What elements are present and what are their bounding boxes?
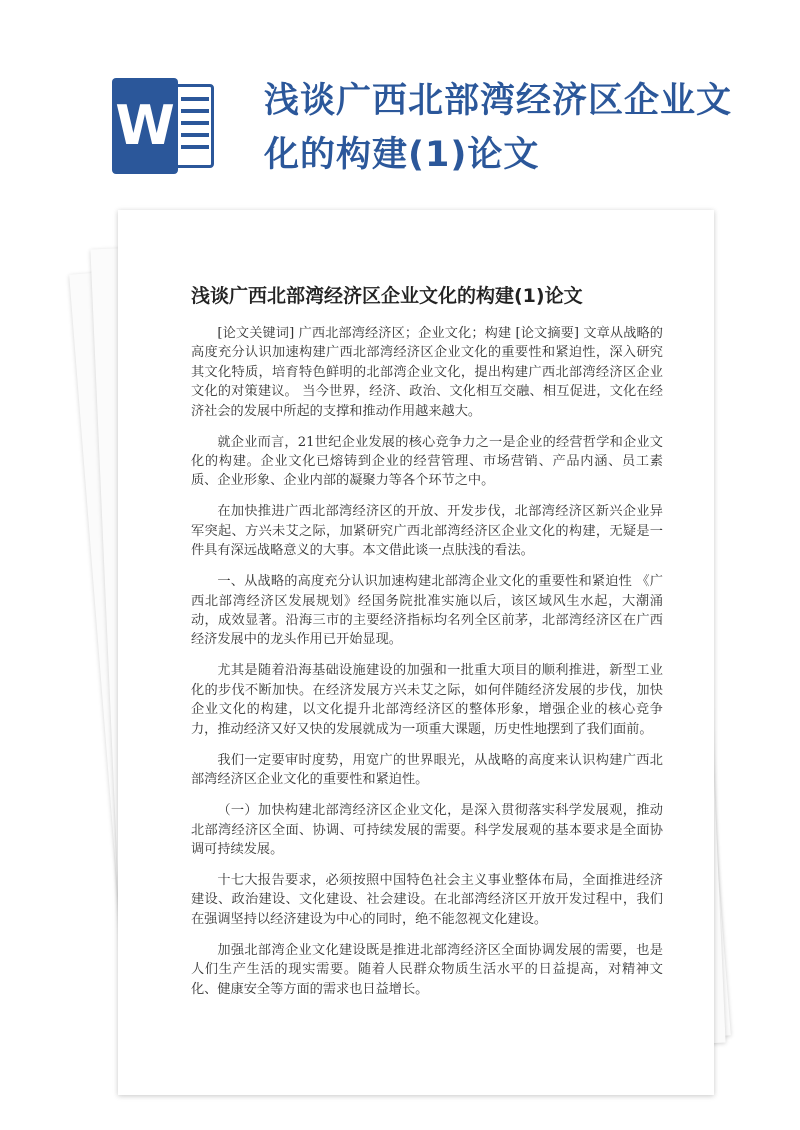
paragraph: 尤其是随着沿海基础设施建设的加强和一批重大项目的顺利推进，新型工业化的步伐不断加快。在经济发展方兴未艾之际，如何伴随经济发展的步伐，加快企业文化的构建，以文化提升北部湾经济区的整体形象，增强企业的核心竞争力，推动经济又好又快的发展就成为一项重大课题，历史性地摆到了我们面前。 xyxy=(191,663,663,737)
paragraph: （一）加快构建北部湾经济区企业文化，是深入贯彻落实科学发展观，推动北部湾经济区全面、协调、可持续发展的需要。科学发展观的基本要求是全面协调可持续发展。 xyxy=(191,803,663,857)
document-title: 浅谈广西北部湾经济区企业文化的构建(1)论文 xyxy=(191,285,583,307)
paragraph: 加强北部湾企业文化建设既是推进北部湾经济区全面协调发展的需要，也是人们生产生活的现实需要。随着人民群众物质生活水平的日益提高，对精神文化、健康安全等方面的需求也日益增长。 xyxy=(191,942,663,997)
paragraph: 就企业而言，21世纪企业发展的核心竞争力之一是企业的经营哲学和企业文化的构建。企业文化已熔铸到企业的经营管理、市场营销、产品内涵、员工素质、企业形象、企业内部的凝聚力等各个环节之中。 xyxy=(191,434,663,489)
paragraph: 在加快推进广西北部湾经济区的开放、开发步伐，北部湾经济区新兴企业异军突起、方兴未艾之际，加紧研究广西北部湾经济区企业文化的构建，无疑是一件具有深远战略意义的大事。本文借此谈一点肤浅的看法。 xyxy=(191,504,663,559)
page-title: 浅谈广西北部湾经济区企业文化的构建(1)论文 xyxy=(264,81,733,175)
word-app-icon xyxy=(112,78,222,174)
paragraph: [论文关键词] 广西北部湾经济区；企业文化；构建 [论文摘要] 文章从战略的高度充分认识加速构建广西北部湾经济区企业文化的重要性和紧迫性，深入研究其文化特质，培育特色鲜明的北部湾企业文化，提出构建广西北部湾经济区企业文化的对策建议。 当今世界，经济、政治、文化相互交融、相互促进，文化在经济社会的发展中所起的支撑和推动作用越来越大。 xyxy=(191,326,663,419)
paragraph: 一、从战略的高度充分认识加速构建北部湾企业文化的重要性和紧迫性 《广西北部湾经济区发展规划》经国务院批准实施以后，该区域风生水起，大潮涌动，成效显著。沿海三市的主要经济指标均名列全区前茅，北部湾经济区在广西经济发展中的龙头作用已开始显现。 xyxy=(191,574,663,648)
paragraph: 十七大报告要求，必须按照中国特色社会主义事业整体布局，全面推进经济建设、政治建设、文化建设、社会建设。在北部湾经济区开放开发过程中，我们在强调坚持以经济建设为中心的同时，绝不能忽视文化建设。 xyxy=(191,872,663,927)
paragraph: 我们一定要审时度势，用宽广的世界眼光，从战略的高度来认识构建广西北部湾经济区企业文化的重要性和紧迫性。 xyxy=(191,752,663,788)
word-w-badge: W xyxy=(112,78,178,174)
document-body xyxy=(191,324,663,1011)
